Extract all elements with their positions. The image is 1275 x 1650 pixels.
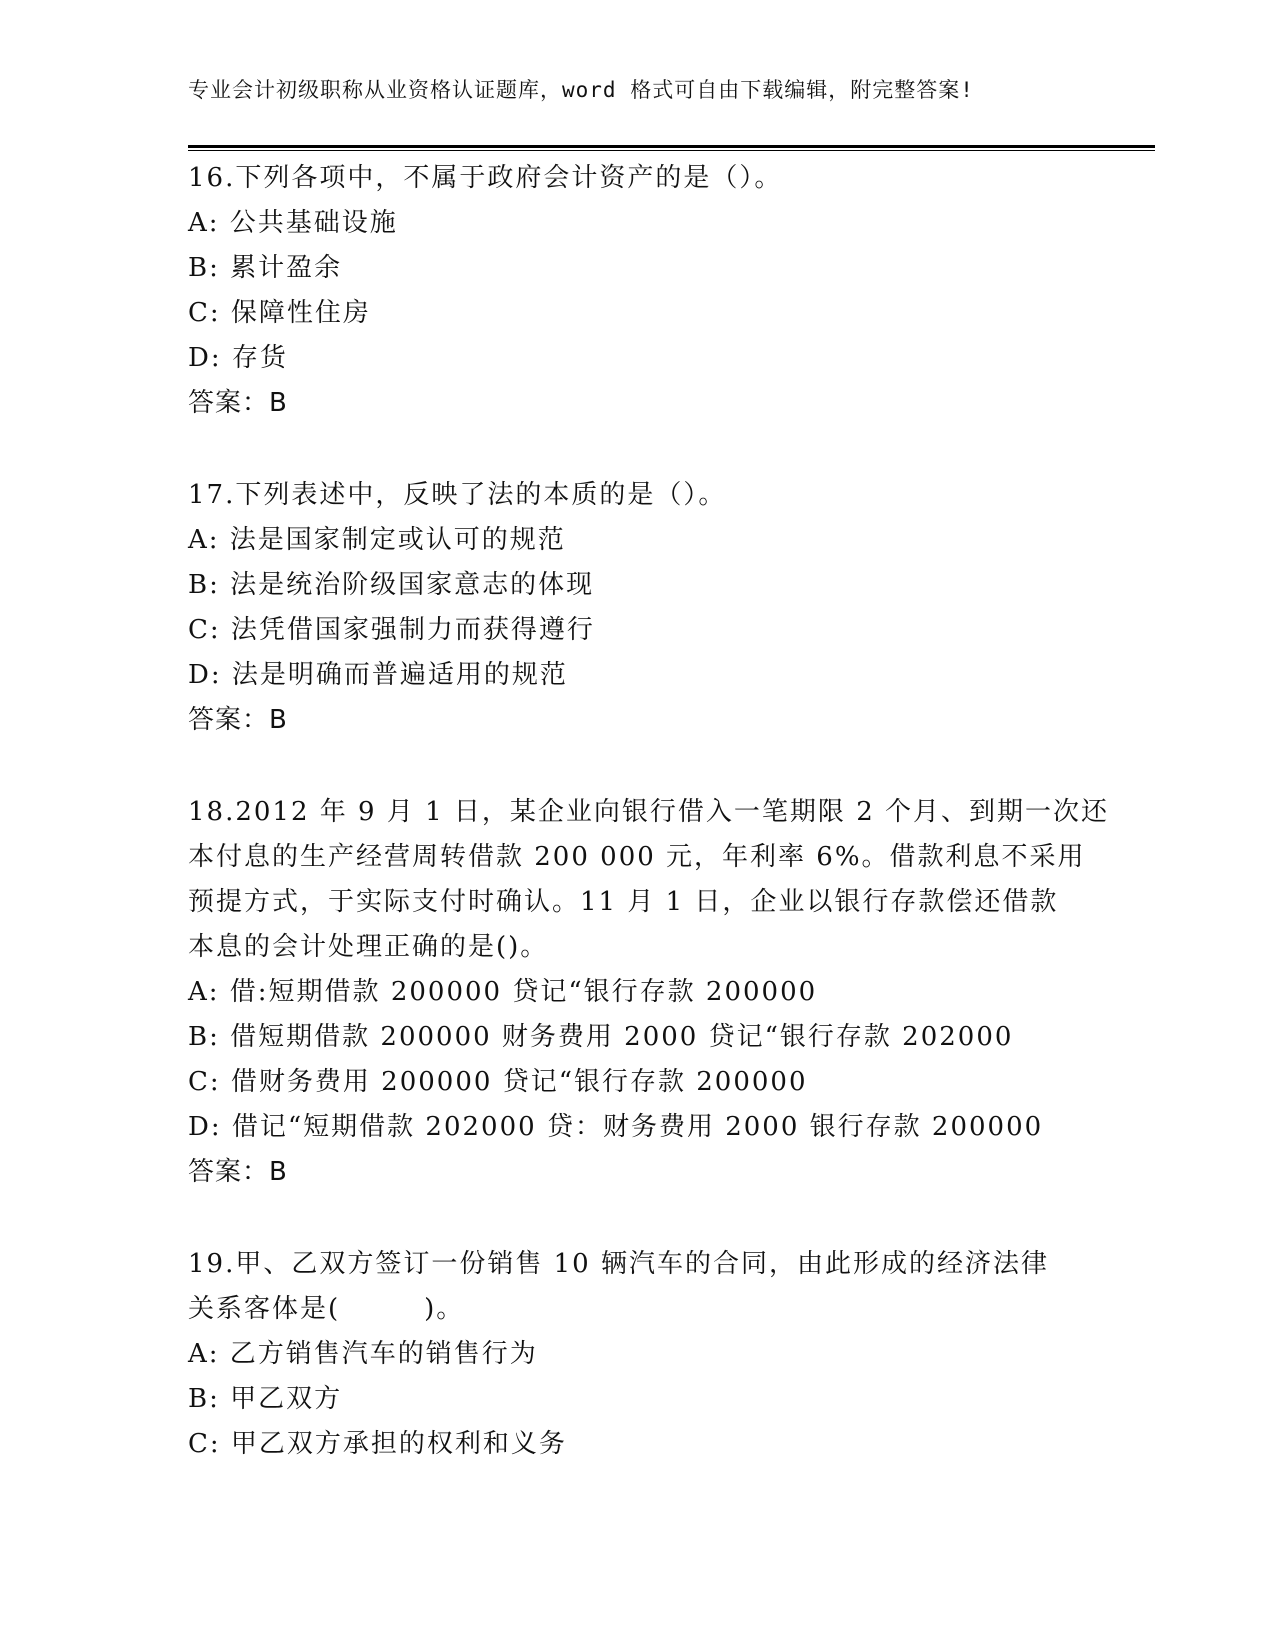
option-a: A: 公共基础设施 <box>188 208 398 238</box>
option-a: A: 乙方销售汽车的销售行为 <box>188 1339 538 1369</box>
option-a: A: 借:短期借款 200000 贷记“银行存款 200000 <box>188 977 818 1007</box>
option-c: C: 甲乙双方承担的权利和义务 <box>188 1429 567 1459</box>
option-d: D: 存货 <box>188 343 288 373</box>
question-stem-line: 19.甲、乙双方签订一份销售 10 辆汽车的合同，由此形成的经济法律 <box>188 1249 1049 1279</box>
question-stem-line: 预提方式，于实际支付时确认。11 月 1 日，企业以银行存款偿还借款 <box>188 887 1059 917</box>
option-c: C: 保障性住房 <box>188 298 371 328</box>
question-list <box>188 156 1109 1514</box>
option-c: C: 借财务费用 200000 贷记“银行存款 200000 <box>188 1067 808 1097</box>
option-b: B: 累计盈余 <box>188 253 343 283</box>
option-c: C: 法凭借国家强制力而获得遵行 <box>188 615 595 645</box>
question-stem-line: 本息的会计处理正确的是()。 <box>188 932 549 962</box>
question-stem-line: 本付息的生产经营周转借款 200 000 元，年利率 6%。借款利息不采用 <box>188 842 1086 872</box>
question-17 <box>188 473 1088 743</box>
option-b: B: 法是统治阶级国家意志的体现 <box>188 570 595 600</box>
option-d: D: 法是明确而普遍适用的规范 <box>188 660 568 690</box>
answer: 答案：B <box>188 388 288 418</box>
question-stem: 17.下列表述中，反映了法的本质的是（）。 <box>188 480 727 510</box>
question-stem: 16.下列各项中，不属于政府会计资产的是（）。 <box>188 163 783 193</box>
option-a: A: 法是国家制定或认可的规范 <box>188 525 566 555</box>
answer: 答案：B <box>188 705 288 735</box>
option-b: B: 甲乙双方 <box>188 1384 343 1414</box>
header-rule-thick <box>188 145 1155 148</box>
option-b: B: 借短期借款 200000 财务费用 2000 贷记“银行存款 202000 <box>188 1022 1014 1052</box>
question-stem-line: 18.2012 年 9 月 1 日，某企业向银行借入一笔期限 2 个月、到期一次还 <box>188 797 1109 827</box>
answer: 答案：B <box>188 1157 288 1187</box>
option-d: D: 借记“短期借款 202000 贷：财务费用 2000 银行存款 200000 <box>188 1112 1044 1142</box>
question-stem-line: 关系客体是( )。 <box>188 1294 465 1324</box>
question-19 <box>188 1242 1088 1467</box>
header-rule-thin <box>188 150 1155 151</box>
page-header: 专业会计初级职称从业资格认证题库，word 格式可自由下载编辑，附完整答案! <box>188 78 974 102</box>
question-18 <box>188 790 1109 1195</box>
question-16 <box>188 156 1088 426</box>
